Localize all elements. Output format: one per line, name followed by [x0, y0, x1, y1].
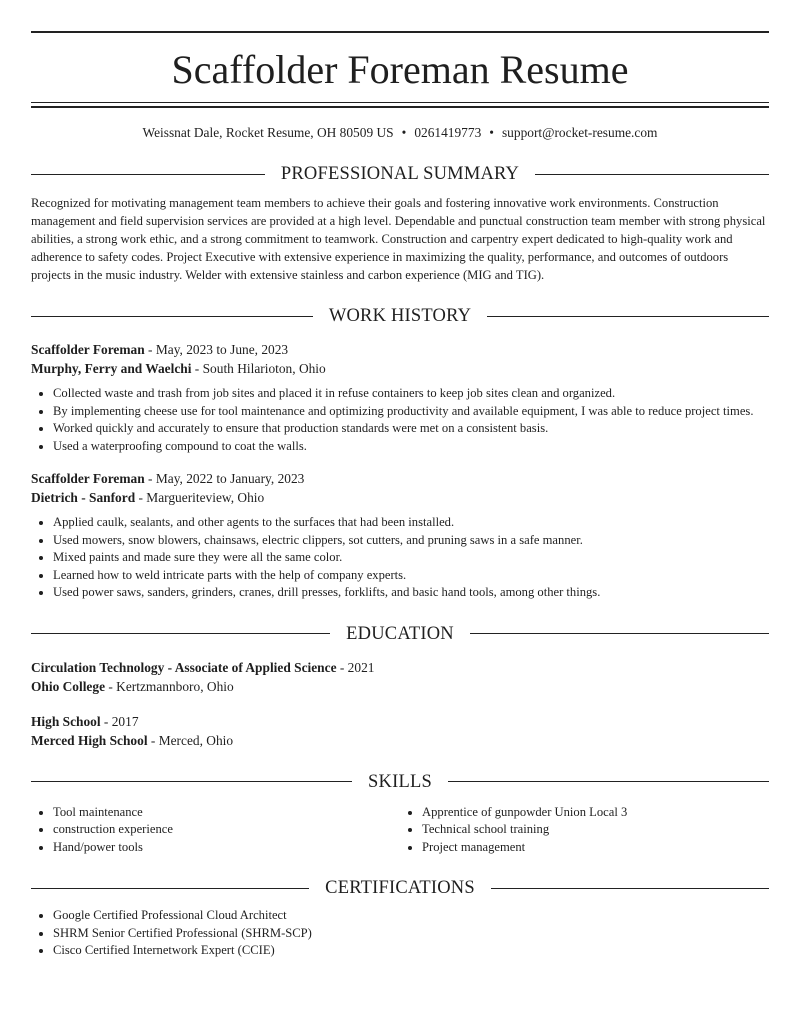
job-location: - Margueriteview, Ohio: [135, 490, 265, 505]
list-item: • Mixed paints and made sure they were all the same color.: [53, 549, 769, 567]
education-location: - Merced, Ohio: [147, 732, 234, 748]
section-rule-right: [487, 316, 769, 317]
list-item: • Cisco Certified Internetwork Expert (CCIE): [53, 942, 769, 960]
section-rule-right: [491, 888, 769, 889]
list-item: • Used mowers, snow blowers, chainsaws, electric clippers, sot cutters, and pruning saws in a safe manner.: [53, 532, 769, 550]
section-title: WORK HISTORY: [328, 306, 472, 326]
section-header-summary: [31, 162, 769, 186]
job-dates: - May, 2023 to June, 2023: [144, 342, 289, 357]
section-rule-left: [31, 316, 313, 317]
list-item: • Google Certified Professional Cloud Architect: [53, 907, 769, 925]
section-title: EDUCATION: [346, 623, 454, 644]
list-item: • Worked quickly and accurately to ensure that production standards were met on a consistent basis.: [53, 420, 769, 438]
contact-line: [31, 124, 769, 142]
list-item: • SHRM Senior Certified Professional (SHRM-SCP): [53, 925, 769, 943]
top-rule: [31, 31, 769, 33]
job-entry: [31, 469, 769, 602]
contact-separator: •: [489, 125, 494, 140]
education-degree: High School: [31, 713, 101, 729]
list-item: • Apprentice of gunpowder Union Local 3: [422, 804, 769, 822]
section-rule-left: [31, 888, 309, 889]
list-item: • Project management: [422, 839, 769, 857]
list-item: • construction experience: [53, 821, 400, 839]
section-header-education: [31, 622, 769, 646]
list-item: • Tool maintenance: [53, 804, 400, 822]
job-entry: [31, 340, 769, 455]
title-double-rule: [31, 102, 769, 108]
job-company-line: [31, 359, 769, 378]
skills-left-column: [31, 804, 400, 857]
section-rule-left: [31, 633, 330, 634]
job-dates: - May, 2022 to January, 2023: [144, 471, 305, 486]
education-school-line: [31, 731, 769, 750]
job-role: Scaffolder Foreman: [31, 471, 145, 486]
section-header-certifications: [31, 876, 769, 900]
contact-address: Weissnat Dale, Rocket Resume, OH 80509 US: [142, 125, 394, 140]
education-entry: [31, 658, 769, 696]
education-school: Merced High School: [31, 732, 148, 748]
section-header-work-history: [31, 304, 769, 328]
contact-separator: •: [401, 125, 407, 140]
list-item: • Technical school training: [422, 821, 769, 839]
list-item: • Learned how to weld intricate parts with the help of company experts.: [53, 567, 769, 585]
job-role-line: [31, 340, 769, 359]
education-school-line: [31, 677, 769, 696]
section-rule-left: [31, 174, 265, 175]
job-bullets: [31, 385, 769, 455]
section-title: CERTIFICATIONS: [325, 878, 475, 898]
job-company: Murphy, Ferry and Waelchi: [31, 361, 192, 376]
list-item: • Used power saws, sanders, grinders, cranes, drill presses, forklifts, and basic hand tools, among other things.: [53, 584, 769, 602]
certifications-list: [31, 907, 769, 960]
section-rule-right: [470, 633, 769, 634]
contact-email[interactable]: support@rocket-resume.com: [501, 125, 658, 140]
skills-right-column: [400, 804, 769, 857]
job-company-line: [31, 488, 769, 507]
section-rule-right: [535, 174, 769, 175]
resume-page: [31, 0, 769, 960]
education-year: - 2017: [100, 713, 139, 729]
job-role: Scaffolder Foreman: [31, 342, 145, 357]
education-school: Ohio College: [31, 678, 106, 694]
list-item: • Collected waste and trash from job sites and placed it in refuse containers to keep job sites clean and organized.: [53, 385, 769, 403]
skills-grid: [31, 800, 769, 857]
list-item: • Applied caulk, sealants, and other agents to the surfaces that had been installed.: [53, 514, 769, 532]
education-degree: Circulation Technology - Associate of Applied Science: [31, 659, 337, 675]
job-company: Dietrich - Sanford: [31, 490, 136, 505]
education-entry: [31, 712, 769, 750]
job-role-line: [31, 469, 769, 488]
list-item: • By implementing cheese use for tool maintenance and optimizing productivity and available equipment, I was able to reduce project times.: [53, 403, 769, 421]
summary-text: Recognized for motivating management team members to achieve their goals and fostering innovative work environments. Construction management and field supervision services are provided at a high level. Dependable and punctual construction team member with strong physical abilities, a strong work ethic, and a strong commitment to teamwork. Construction and carpentry expert dedicated to high-quality work and adherence to safety codes. Project Executive with extensive experience in maximizing the quality, performance, and outcomes of outdoors projects in the music industry. Welder with extensive stainless and carbon experience (MIG and TIG).: [31, 196, 766, 282]
list-item: • Hand/power tools: [53, 839, 400, 857]
job-bullets: [31, 514, 769, 602]
contact-phone: 0261419773: [414, 125, 482, 140]
education-degree-line: [31, 658, 769, 677]
section-rule-right: [448, 781, 769, 782]
job-location: - South Hilarioton, Ohio: [191, 361, 326, 376]
section-title: PROFESSIONAL SUMMARY: [280, 164, 520, 184]
section-rule-left: [31, 781, 352, 782]
section-title: SKILLS: [368, 771, 432, 792]
education-degree-line: [31, 712, 769, 731]
education-year: - 2021: [336, 659, 375, 675]
section-header-skills: [31, 770, 769, 794]
education-location: - Kertzmannboro, Ohio: [105, 678, 234, 694]
resume-title: Scaffolder Foreman Resume: [171, 47, 629, 92]
list-item: • Used a waterproofing compound to coat the walls.: [53, 438, 769, 456]
